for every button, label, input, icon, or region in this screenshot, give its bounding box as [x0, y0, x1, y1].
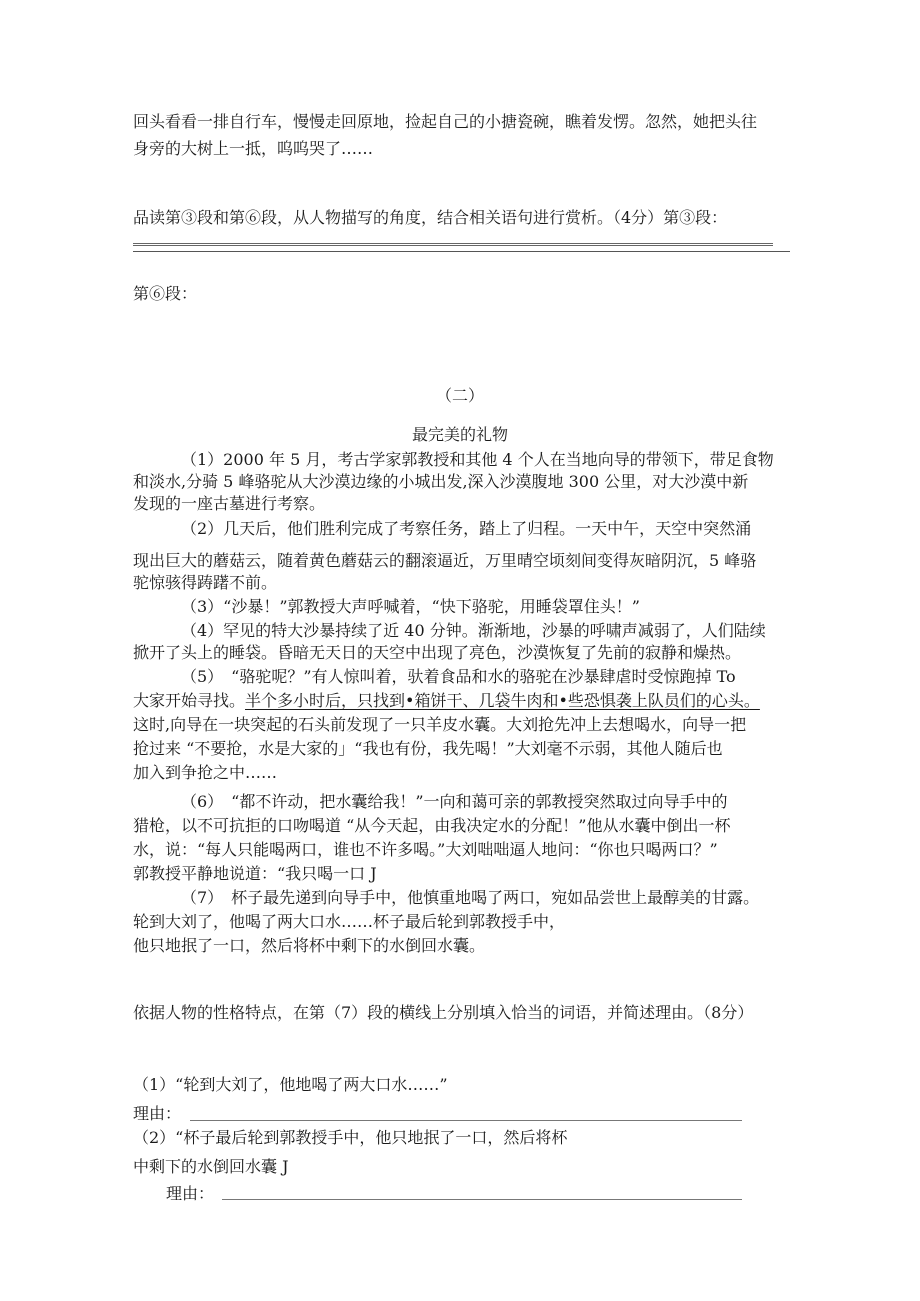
- question-item-2: （2）“杯子最后轮到郭教授手中，他只地抿了一口，然后将杯: [133, 1128, 568, 1147]
- paragraph-5-line: （5） “骆驼呢？”有人惊叫着，驮着食品和水的骆驼在沙暴肆虐时受惊跑掉 To: [181, 667, 736, 686]
- question-item-1: （1）“轮到大刘了，他地喝了两大口水……”: [133, 1075, 448, 1094]
- article-title: 最完美的礼物: [411, 425, 508, 444]
- paragraph-6-line: （6） “都不许动，把水囊给我！”一向和蔼可亲的郭教授突然取过向导手中的: [181, 792, 728, 811]
- passage-line: 身旁的大树上一抵，呜呜哭了……: [133, 139, 374, 158]
- reason-answer-line-2[interactable]: [222, 1199, 742, 1200]
- paragraph-3-line: （3）“沙暴！”郭教授大声呼喊着，“快下骆驼，用睡袋罩住头！”: [181, 597, 640, 616]
- paragraph-6-line: 郭教授平静地说道：“我只喝一口 J: [133, 864, 377, 883]
- paragraph-5-line: 大家开始寻找。半个多小时后，只找到•箱饼干、几袋牛肉和•些恐惧袭上队员们的心头。: [133, 691, 760, 710]
- paragraph-2-line: （2）几天后，他们胜利完成了考察任务，踏上了归程。一天中午，天空中突然涌: [181, 519, 752, 538]
- paragraph-4-line: 掀开了头上的睡袋。昏暗无天日的天空中出现了亮色，沙漠恢复了先前的寂静和燥热。: [133, 643, 742, 662]
- paragraph-1-line: （1）2000 年 5 月，考古学家郭教授和其他 4 个人在当地向导的带领下，带足食物: [181, 450, 774, 469]
- paragraph-1-line: 发现的一座古墓进行考察。: [133, 494, 326, 513]
- paragraph-7-line: （7） 杯子最先递到向导手中，他慎重地喝了两口，宛如品尝世上最醇美的甘露。: [181, 888, 760, 907]
- answer-blank-underline: [133, 251, 790, 252]
- reason-label: 理由：: [133, 1104, 182, 1123]
- section-heading: （二）: [435, 386, 484, 405]
- reason-label: 理由：: [166, 1184, 215, 1203]
- answer-blank[interactable]: [133, 243, 773, 246]
- paragraph-7-line: 轮到大刘了，他喝了两大口水……杯子最后轮到郭教授手中，: [133, 912, 566, 931]
- passage-line: 回头看看一排自行车，慢慢走回原地，捡起自己的小搪瓷碗，瞧着发愣。忽然，她把头往: [133, 112, 758, 131]
- paragraph-2-line: 驼惊骇得踌躇不前。: [133, 573, 278, 592]
- reason-answer-line-1[interactable]: [190, 1120, 742, 1121]
- paragraph-6-line: 猎枪，以不可抗拒的口吻喝道 “从今天起，由我决定水的分配！”他从水囊中倒出一杯: [133, 816, 731, 835]
- question-prompt: 依据人物的性格特点，在第（7）段的横线上分别填入恰当的词语，并简述理由。（8分）: [133, 1003, 754, 1022]
- question-prompt: 品读第③段和第⑥段，从人物描写的角度，结合相关语句进行赏析。（4分）第③段：: [133, 208, 728, 227]
- underlined-sentence: 半个多小时后，只找到•箱饼干、几袋牛肉和•些恐惧袭上队员们的心头。: [245, 691, 760, 710]
- paragraph-2-line: 现出巨大的蘑菇云，随着黄色蘑菇云的翻滚逼近，万里晴空顷刻间变得灰暗阴沉，5 峰骆: [133, 551, 757, 570]
- question-label-para6: 第⑥段：: [133, 284, 198, 303]
- paragraph-5-line: 加入到争抢之中……: [133, 763, 278, 782]
- paragraph-5-line: 这时,向导在一块突起的石头前发现了一只羊皮水囊。大刘抢先冲上去想喝水，向导一把: [133, 715, 747, 734]
- paragraph-7-line: 他只地抿了一口，然后将杯中剩下的水倒回水囊。: [133, 936, 486, 955]
- paragraph-4-line: （4）罕见的特大沙暴持续了近 40 分钟。渐渐地，沙暴的呼啸声减弱了，人们陆续: [181, 621, 766, 640]
- paragraph-5-line: 抢过来 “不要抢，水是大家的」“我也有份，我先喝！”大刘毫不示弱，其他人随后也: [133, 739, 723, 758]
- question-item-2: 中剩下的水倒回水囊 J: [133, 1157, 289, 1176]
- paragraph-1-line: 和淡水,分骑 5 峰骆驼从大沙漠边缘的小城出发,深入沙漠腹地 300 公里，对大沙漠中新: [133, 472, 749, 491]
- paragraph-6-line: 水，说：“每人只能喝两口，谁也不许多喝。”大刘咄咄逼人地问：“你也只喝两口？”: [133, 840, 718, 859]
